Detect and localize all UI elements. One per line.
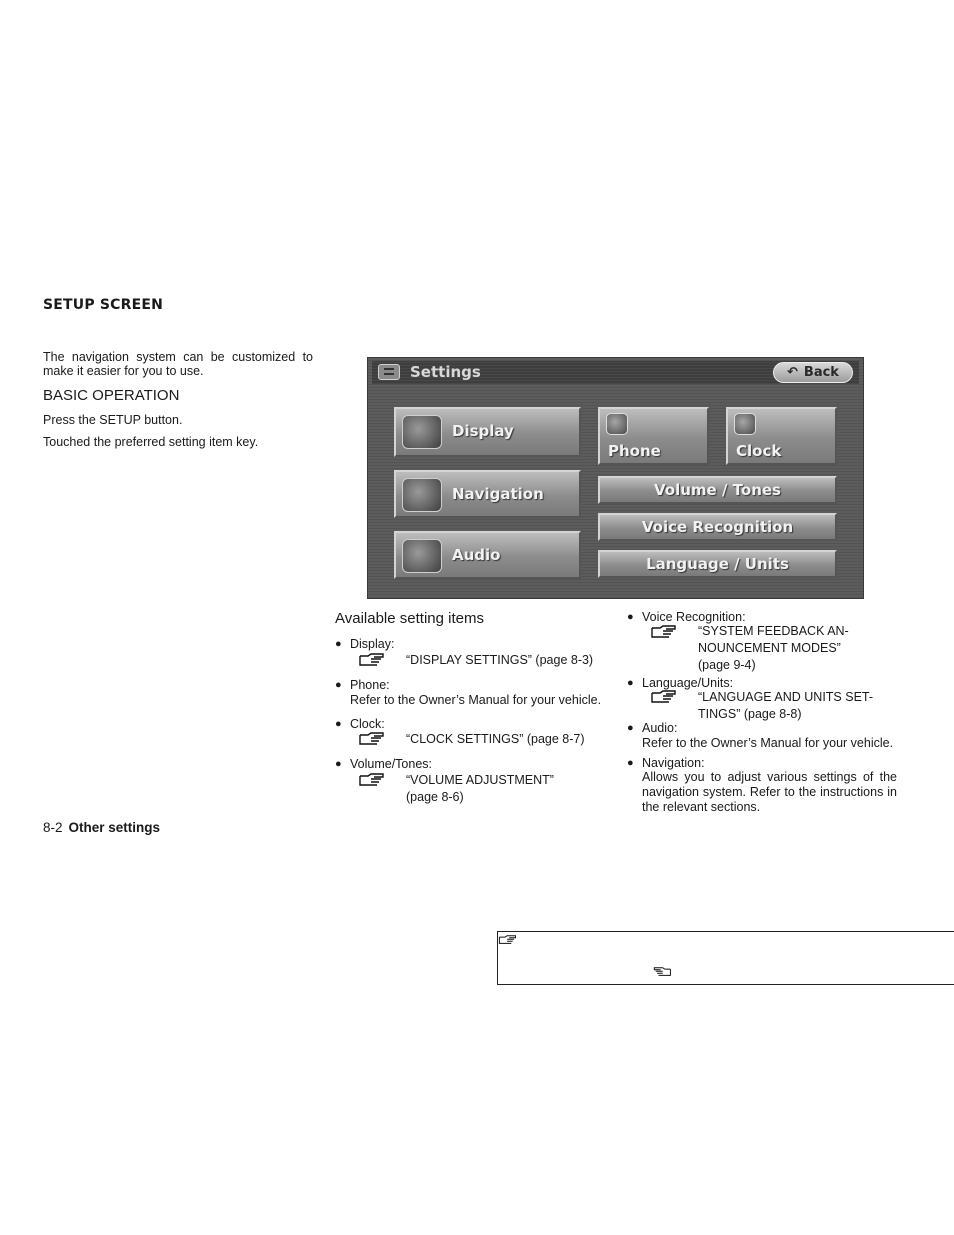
audio-item-label: Audio: xyxy=(642,721,678,735)
page-footer xyxy=(43,820,160,835)
voice-item-label: Voice Recognition: xyxy=(642,610,746,624)
settings-screenshot xyxy=(367,357,864,599)
navigation-button[interactable] xyxy=(394,470,581,518)
voice-recognition-label: Voice Recognition xyxy=(641,518,794,536)
audio-disc-icon xyxy=(402,539,442,573)
navigation-text: Allows you to adjust various settings of the navigation system. Refer to the instructions in the relevant sections. xyxy=(642,770,897,814)
volume-ref-2: (page 8-6) xyxy=(406,790,464,804)
language-units-button[interactable] xyxy=(598,550,837,578)
language-item-label: Language/Units: xyxy=(642,676,734,690)
back-label: Back xyxy=(803,365,839,380)
return-arrow-icon: ↶ xyxy=(787,365,798,380)
bullet-icon: ● xyxy=(335,638,342,650)
list-item-navigation xyxy=(627,755,705,771)
language-ref-2: TINGS” (page 8-8) xyxy=(698,707,802,721)
settings-title: Settings xyxy=(410,363,481,381)
bullet-icon: ● xyxy=(627,757,634,769)
bullet-icon: ● xyxy=(627,722,634,734)
navigation-icon xyxy=(402,478,442,512)
clock-icon xyxy=(734,413,756,435)
pointing-hand-icon xyxy=(650,690,678,704)
step-1: Press the SETUP button. xyxy=(43,413,183,427)
voice-ref-2: NOUNCEMENT MODES” xyxy=(698,641,841,655)
display-item-label: Display: xyxy=(350,637,395,651)
bullet-icon: ● xyxy=(335,718,342,730)
pointing-hand-icon xyxy=(358,773,386,787)
phone-icon xyxy=(606,413,628,435)
volume-tones-label: Volume / Tones xyxy=(654,481,781,499)
voice-recognition-button[interactable] xyxy=(598,513,837,541)
reference-legend-box xyxy=(497,931,954,985)
intro-paragraph: The navigation system can be customized to make it easier for you to use. xyxy=(43,350,313,378)
list-item-clock xyxy=(335,716,385,732)
pointing-hand-icon xyxy=(498,935,518,945)
phone-text: Refer to the Owner’s Manual for your vehicle. xyxy=(350,693,602,707)
display-ref: “DISPLAY SETTINGS” (page 8-3) xyxy=(406,653,594,667)
pointing-hand-icon xyxy=(358,732,386,746)
menu-icon xyxy=(378,364,400,380)
chapter-title: Other settings xyxy=(68,820,161,835)
basic-operation-heading: BASIC OPERATION xyxy=(43,387,180,404)
clock-button[interactable] xyxy=(726,407,837,465)
navigation-item-label: Navigation: xyxy=(642,756,705,770)
pointing-hand-icon xyxy=(650,625,678,639)
language-units-label: Language / Units xyxy=(646,555,789,573)
voice-ref-1: “SYSTEM FEEDBACK AN- xyxy=(698,624,849,638)
page-number: 8-2 xyxy=(43,820,63,835)
step-2: Touched the preferred setting item key. xyxy=(43,435,259,449)
clock-ref: “CLOCK SETTINGS” (page 8-7) xyxy=(406,732,585,746)
display-label: Display xyxy=(452,422,514,440)
back-button[interactable] xyxy=(773,362,853,383)
bullet-icon: ● xyxy=(627,677,634,689)
phone-item-label: Phone: xyxy=(350,678,390,692)
bullet-icon: ● xyxy=(335,758,342,770)
audio-label: Audio xyxy=(452,546,501,564)
volume-tones-button[interactable] xyxy=(598,476,837,504)
language-ref-1: “LANGUAGE AND UNITS SET- xyxy=(698,690,874,704)
available-heading: Available setting items xyxy=(335,610,484,627)
volume-ref-1: “VOLUME ADJUSTMENT” xyxy=(406,773,554,787)
navigation-label: Navigation xyxy=(452,485,544,503)
clock-item-label: Clock: xyxy=(350,717,385,731)
list-item-phone xyxy=(335,677,390,693)
list-item-audio xyxy=(627,720,678,736)
phone-button[interactable] xyxy=(598,407,709,465)
phone-label: Phone xyxy=(608,442,661,460)
display-icon xyxy=(402,415,442,449)
audio-text: Refer to the Owner’s Manual for your vehicle. xyxy=(642,736,894,750)
list-item-display xyxy=(335,636,395,652)
voice-ref-3: (page 9-4) xyxy=(698,658,756,672)
section-title: SETUP SCREEN xyxy=(43,297,164,313)
bullet-icon: ● xyxy=(627,611,634,623)
list-item-volume xyxy=(335,756,432,772)
display-button[interactable] xyxy=(394,407,581,457)
audio-button[interactable] xyxy=(394,531,581,579)
volume-item-label: Volume/Tones: xyxy=(350,757,432,771)
settings-titlebar xyxy=(372,361,859,384)
pointing-hand-icon xyxy=(358,653,386,667)
bullet-icon: ● xyxy=(335,679,342,691)
clock-label: Clock xyxy=(736,442,782,460)
pointing-hand-back-icon xyxy=(652,967,672,977)
